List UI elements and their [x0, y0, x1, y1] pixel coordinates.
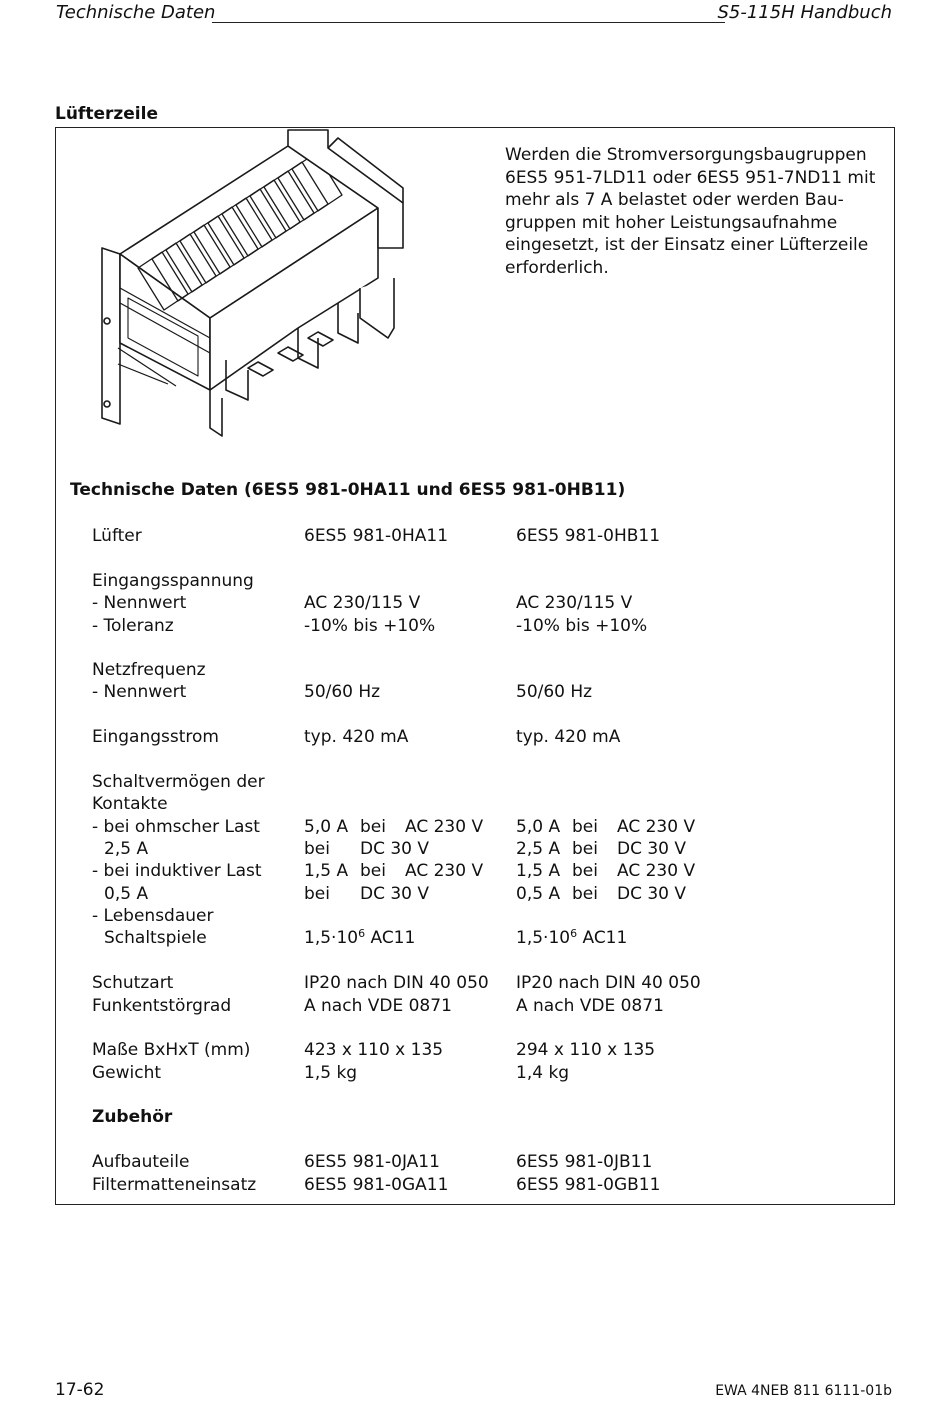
row-value-b: 294 x 110 x 135 [516, 1040, 656, 1060]
bei-b: bei [572, 817, 598, 837]
header-rule [212, 22, 725, 23]
bei-a: bei [304, 884, 330, 904]
row-label: Maße BxHxT (mm) [92, 1040, 251, 1060]
accessories-heading: Zubehör [92, 1107, 173, 1127]
row-label: - Nennwert [92, 682, 187, 702]
current-a: 1,5 A [304, 861, 349, 881]
row-value-a: 1,5 kg [304, 1063, 358, 1083]
row-label: Aufbauteile [92, 1152, 190, 1172]
intro-line: eingesetzt, ist der Einsatz einer Lüfterzeile [505, 235, 869, 255]
row-value-a: 50/60 Hz [304, 682, 381, 702]
row-value-a: 6ES5 981-0JA11 [304, 1152, 440, 1172]
bei-a: bei [360, 817, 386, 837]
row-value-b: 6ES5 981-0GB11 [516, 1175, 661, 1195]
row-value-a [304, 927, 415, 949]
intro-line: Werden die Stromversorgungsbaugruppen [505, 145, 867, 165]
current-b: 1,5 A [516, 861, 561, 881]
header-left: Technische Daten [56, 2, 216, 23]
row-value-b: A nach VDE 0871 [516, 996, 664, 1016]
row-label: Netzfrequenz [92, 660, 206, 680]
section-title: Lüfterzeile [55, 104, 158, 124]
intro-line: gruppen mit hoher Leistungsaufnahme [505, 212, 838, 233]
bei-b: bei [572, 884, 598, 904]
row-value-a: 6ES5 981-0GA11 [304, 1175, 449, 1195]
row-label: - bei ohmscher Last [92, 817, 260, 837]
exponent: 6 [358, 927, 366, 940]
intro-line: erforderlich. [505, 257, 609, 278]
row-value-b: typ. 420 mA [516, 727, 621, 747]
voltage-b: DC 30 V [617, 839, 687, 859]
row-value-a: 423 x 110 x 135 [304, 1040, 444, 1060]
row-label: Kontakte [92, 794, 168, 814]
bei-a: bei [360, 861, 386, 881]
voltage-a: DC 30 V [360, 839, 430, 859]
row-value-b: IP20 nach DIN 40 050 [516, 973, 701, 993]
row-label: - Toleranz [92, 616, 174, 636]
voltage-a: AC 230 V [405, 817, 484, 837]
row-value-a: A nach VDE 0871 [304, 996, 452, 1016]
intro-text [505, 144, 885, 279]
row-label: Eingangsspannung [92, 571, 254, 591]
row-label: Schaltvermögen der [92, 772, 265, 792]
header-right: S5-115H Handbuch [717, 2, 892, 23]
mantissa: 1,5·10 [516, 928, 571, 948]
voltage-a: DC 30 V [360, 884, 430, 904]
voltage-a: AC 230 V [405, 861, 484, 881]
row-value-a: AC 230/115 V [304, 593, 421, 613]
row-label: Eingangsstrom [92, 727, 219, 747]
row-label: Lüfter [92, 526, 142, 546]
row-value-b: -10% bis +10% [516, 616, 648, 636]
current-a: 5,0 A [304, 817, 349, 837]
row-value-b: 6ES5 981-0HB11 [516, 526, 661, 546]
bei-a: bei [304, 839, 330, 859]
voltage-b: AC 230 V [617, 817, 696, 837]
bei-b: bei [572, 839, 598, 859]
row-value-a: typ. 420 mA [304, 727, 409, 747]
row-label: 2,5 A [104, 839, 149, 859]
voltage-b: DC 30 V [617, 884, 687, 904]
row-value-a: 6ES5 981-0HA11 [304, 526, 449, 546]
current-b: 2,5 A [516, 839, 561, 859]
row-label: - Lebensdauer [92, 906, 214, 926]
row-value-a: IP20 nach DIN 40 050 [304, 973, 489, 993]
row-value-b: AC 230/115 V [516, 593, 633, 613]
mantissa: 1,5·10 [304, 928, 359, 948]
row-value-a: -10% bis +10% [304, 616, 436, 636]
category: AC11 [365, 928, 416, 948]
row-label: 0,5 A [104, 884, 149, 904]
page-number: 17-62 [55, 1380, 105, 1400]
fan-unit-illustration [98, 128, 410, 440]
row-label: - Nennwert [92, 593, 187, 613]
bei-b: bei [572, 861, 598, 881]
intro-line: 6ES5 951-7LD11 oder 6ES5 951-7ND11 mit [505, 167, 876, 188]
voltage-b: AC 230 V [617, 861, 696, 881]
row-value-b: 6ES5 981-0JB11 [516, 1152, 653, 1172]
row-label: Gewicht [92, 1063, 162, 1083]
category: AC11 [577, 928, 628, 948]
intro-line: mehr als 7 A belastet oder werden Bau- [505, 190, 844, 210]
document-id: EWA 4NEB 811 6111-01b [715, 1383, 892, 1399]
exponent: 6 [570, 927, 578, 940]
row-label: Schutzart [92, 973, 174, 993]
row-label: Filtermatteneinsatz [92, 1175, 257, 1195]
row-value-b [516, 927, 627, 949]
row-label: Schaltspiele [104, 928, 207, 948]
row-value-b: 50/60 Hz [516, 682, 593, 702]
row-label: - bei induktiver Last [92, 861, 262, 881]
current-b: 5,0 A [516, 817, 561, 837]
current-b: 0,5 A [516, 884, 561, 904]
tech-data-title: Technische Daten (6ES5 981-0HA11 und 6ES5 981-0HB11) [70, 480, 626, 500]
row-value-b: 1,4 kg [516, 1063, 570, 1083]
row-label: Funkentstörgrad [92, 996, 232, 1016]
